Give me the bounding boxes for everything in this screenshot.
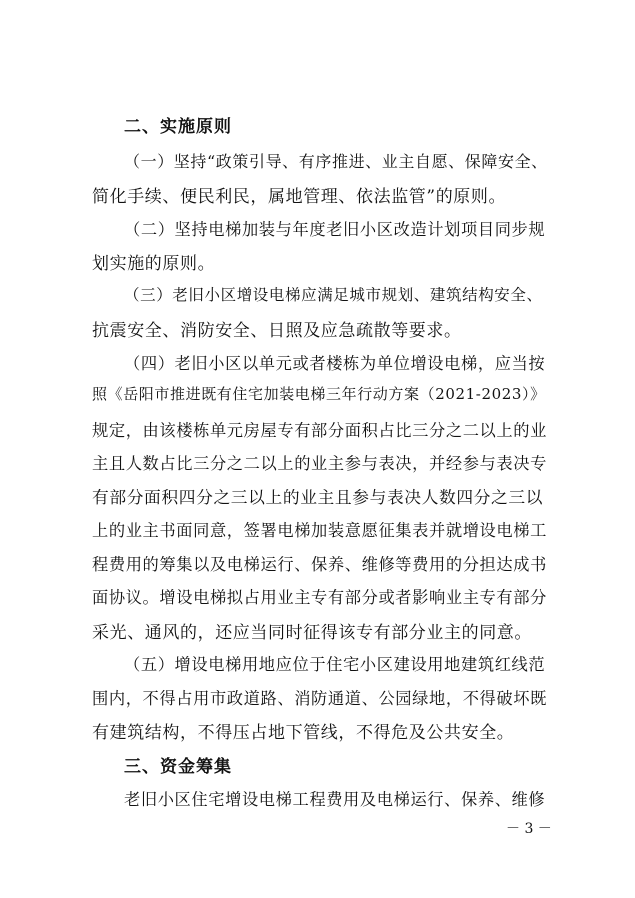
paragraph-line: 老旧小区住宅增设电梯工程费用及电梯运行、保养、维修 [124, 790, 546, 809]
paragraph-line: 围内，不得占用市政道路、消防通道、公园绿地，不得破坏既 [92, 689, 547, 708]
section-heading-funding: 三、资金筹集 [124, 757, 232, 777]
paragraph-line: 有建筑结构，不得压占地下管线，不得危及公共安全。 [92, 723, 515, 743]
paragraph-line: 上的业主书面同意，签署电梯加装意愿征集表并就增设电梯工 [92, 521, 547, 540]
paragraph-line: （三）老旧小区增设电梯应满足城市规划、建筑结构安全、 [124, 286, 543, 304]
paragraph-line: 有部分面积四分之三以上的业主且参与表决人数四分之三以 [92, 487, 544, 507]
paragraph-line: 面协议。增设电梯拟占用业主专有部分或者影响业主专有部分 [92, 588, 547, 607]
paragraph-line: 规定，由该楼栋单元房屋专有部分面积占比三分之二以上的业 [92, 421, 547, 440]
paragraph-line: 程费用的筹集以及电梯运行、保养、维修等费用的分担达成书 [92, 555, 547, 574]
paragraph-line: （一）坚持“政策引导、有序推进、业主自愿、保障安全、 [124, 152, 548, 171]
paragraph-line: 抗震安全、消防安全、日照及应急疏散等要求。 [92, 321, 462, 341]
paragraph-line: （二）坚持电梯加装与年度老旧小区改造计划项目同步规 [124, 220, 546, 239]
paragraph-line: 照《岳阳市推进既有住宅加装电梯三年行动方案（2021-2023）》 [92, 385, 546, 403]
section-heading-principles: 二、实施原则 [124, 117, 232, 137]
paragraph-line: 采光、通风的，还应当同时征得该专有部分业主的同意。 [92, 623, 532, 643]
page-number: － 3 － [506, 821, 552, 837]
paragraph-line: （四）老旧小区以单元或者楼栋为单位增设电梯，应当按 [124, 354, 546, 373]
paragraph-line: 划实施的原则。 [92, 254, 216, 274]
paragraph-line: 主且人数占比三分之二以上的业主参与表决，并经参与表决专 [92, 454, 547, 473]
paragraph-line: 简化手续、便民利民，属地管理、依法监管”的原则。 [92, 187, 507, 207]
paragraph-line: （五）增设电梯用地应位于住宅小区建设用地建筑红线范 [124, 655, 546, 674]
